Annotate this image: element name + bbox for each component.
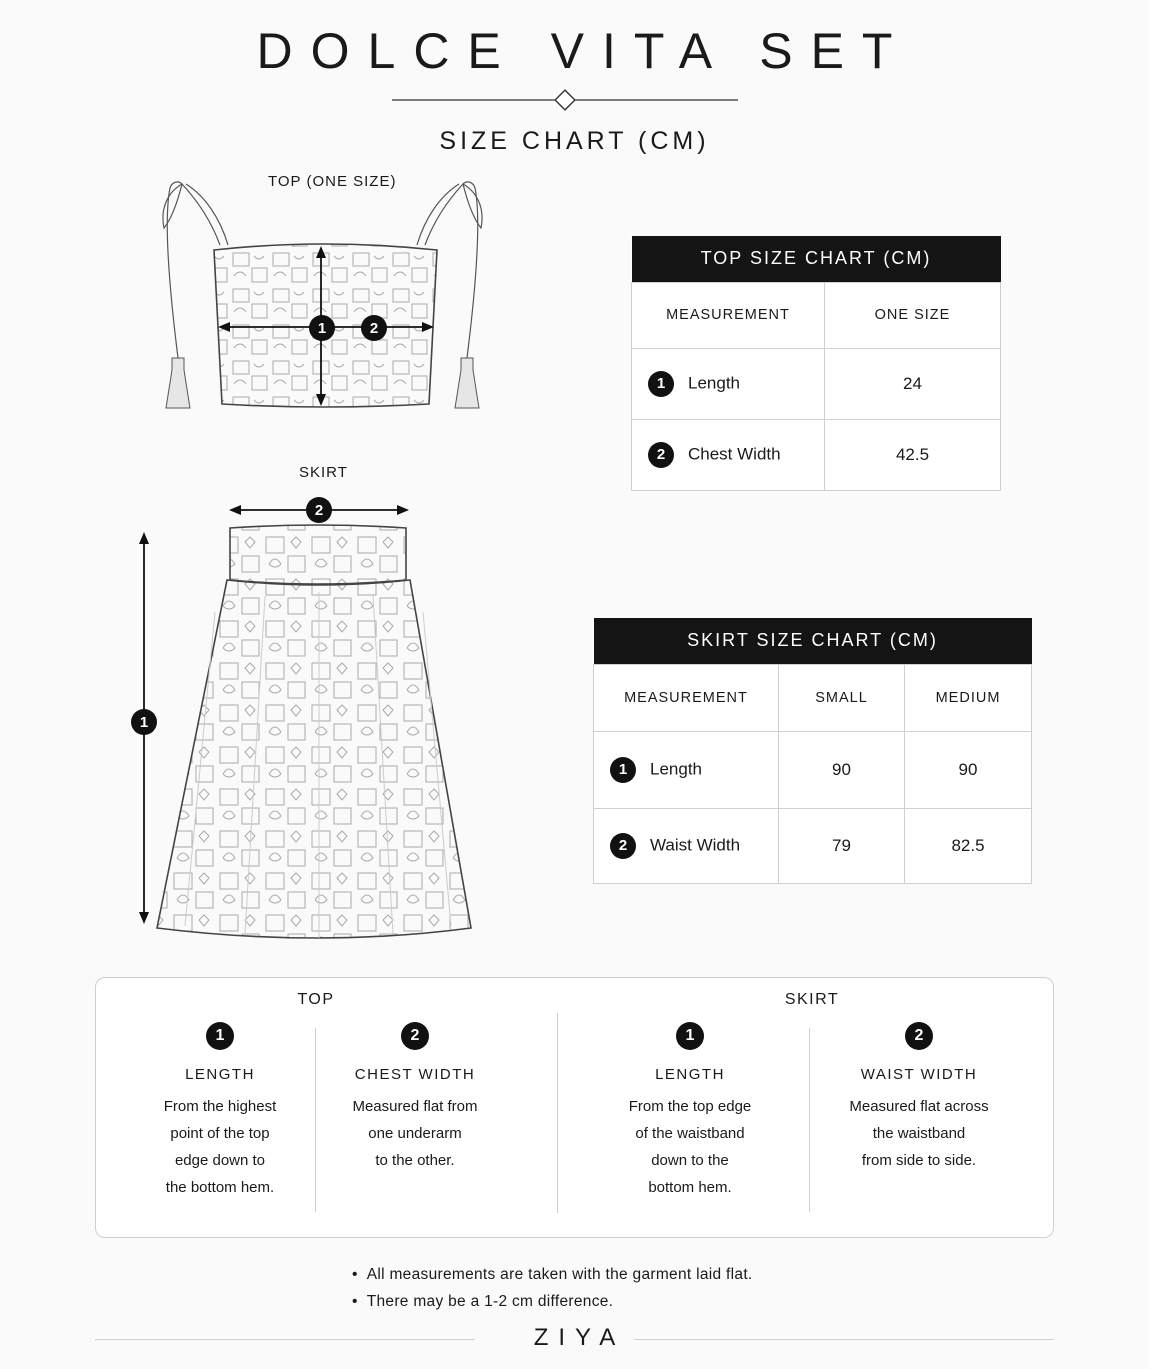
skirt-col-small: SMALL <box>779 664 905 731</box>
skirt-table-title: SKIRT SIZE CHART (CM) <box>594 618 1032 664</box>
row-value: 24 <box>825 348 1001 419</box>
guide-item-title: LENGTH <box>655 1066 725 1083</box>
guide-desc-line: Measured flat from <box>352 1098 478 1115</box>
top-diagram-label: TOP (ONE SIZE) <box>268 173 397 190</box>
row-number-badge: 2 <box>610 833 636 859</box>
skirt-col-measurement: MEASUREMENT <box>594 664 779 731</box>
row-number-badge: 1 <box>610 757 636 783</box>
top-length-marker: 1 <box>309 315 335 341</box>
guide-item-title: CHEST WIDTH <box>354 1066 476 1083</box>
guide-desc-line: of the waistband <box>635 1125 745 1142</box>
skirt-size-table <box>593 618 1032 884</box>
guide-divider <box>809 1028 810 1212</box>
guide-desc-line: down to the <box>651 1152 729 1169</box>
guide-desc-line: one underarm <box>368 1125 462 1142</box>
table-row <box>632 419 1001 490</box>
guide-desc-line: From the highest <box>163 1098 277 1115</box>
skirt-col-medium: MEDIUM <box>905 664 1032 731</box>
note-item: • There may be a 1-2 cm difference. <box>352 1288 753 1315</box>
top-size-table <box>631 236 1001 491</box>
top-garment-drawing <box>150 178 495 418</box>
top-table-title: TOP SIZE CHART (CM) <box>632 236 1001 282</box>
note-item: • All measurements are taken with the garment laid flat. <box>352 1261 753 1288</box>
table-row <box>594 808 1032 883</box>
guide-number-badge: 1 <box>676 1022 704 1050</box>
title-ornament <box>392 88 738 112</box>
guide-desc-line: from side to side. <box>861 1152 977 1169</box>
guide-desc-line: bottom hem. <box>648 1179 732 1196</box>
row-number-badge: 1 <box>648 371 674 397</box>
guide-desc-line: edge down to <box>174 1152 266 1169</box>
row-value: 42.5 <box>825 419 1001 490</box>
guide-desc-line: the waistband <box>872 1125 966 1142</box>
measurement-notes <box>352 1261 753 1315</box>
guide-desc-line: the bottom hem. <box>165 1179 275 1196</box>
table-row <box>594 731 1032 808</box>
row-number-badge: 2 <box>648 442 674 468</box>
skirt-length-marker: 1 <box>131 709 157 735</box>
row-measurement-name: Length <box>650 758 702 778</box>
guide-item-title: WAIST WIDTH <box>860 1066 978 1083</box>
guide-desc-line: From the top edge <box>628 1098 752 1115</box>
guide-item-title: LENGTH <box>185 1066 255 1083</box>
row-value-medium: 82.5 <box>905 808 1032 883</box>
page-title: DOLCE VITA SET <box>256 23 911 79</box>
guide-desc-line: to the other. <box>375 1152 455 1169</box>
skirt-waist-marker: 2 <box>306 497 332 523</box>
guide-item-skirt-length <box>590 1022 790 1201</box>
page-subtitle: SIZE CHART (CM) <box>439 127 710 155</box>
row-value-small: 90 <box>779 731 905 808</box>
row-measurement-name: Chest Width <box>688 443 781 463</box>
guide-desc-line: Measured flat across <box>849 1098 989 1115</box>
guide-skirt-heading: SKIRT <box>784 991 840 1008</box>
guide-item-skirt-waist <box>816 1022 1022 1174</box>
guide-number-badge: 2 <box>905 1022 933 1050</box>
top-col-measurement: MEASUREMENT <box>632 282 825 348</box>
guide-number-badge: 2 <box>401 1022 429 1050</box>
row-measurement-name: Length <box>688 372 740 392</box>
skirt-garment-drawing <box>125 492 485 952</box>
guide-divider <box>557 1013 558 1213</box>
top-col-one-size: ONE SIZE <box>825 282 1001 348</box>
table-row <box>632 348 1001 419</box>
row-measurement-name: Waist Width <box>650 834 741 854</box>
guide-top-heading: TOP <box>297 991 335 1008</box>
guide-number-badge: 1 <box>206 1022 234 1050</box>
row-value-medium: 90 <box>905 731 1032 808</box>
guide-item-top-length <box>120 1022 320 1201</box>
row-value-small: 79 <box>779 808 905 883</box>
guide-desc-line: point of the top <box>170 1125 270 1142</box>
brand-logo: ZIYA <box>533 1324 626 1351</box>
skirt-diagram-label: SKIRT <box>299 464 348 481</box>
top-chest-marker: 2 <box>361 315 387 341</box>
guide-item-top-chest <box>315 1022 515 1174</box>
